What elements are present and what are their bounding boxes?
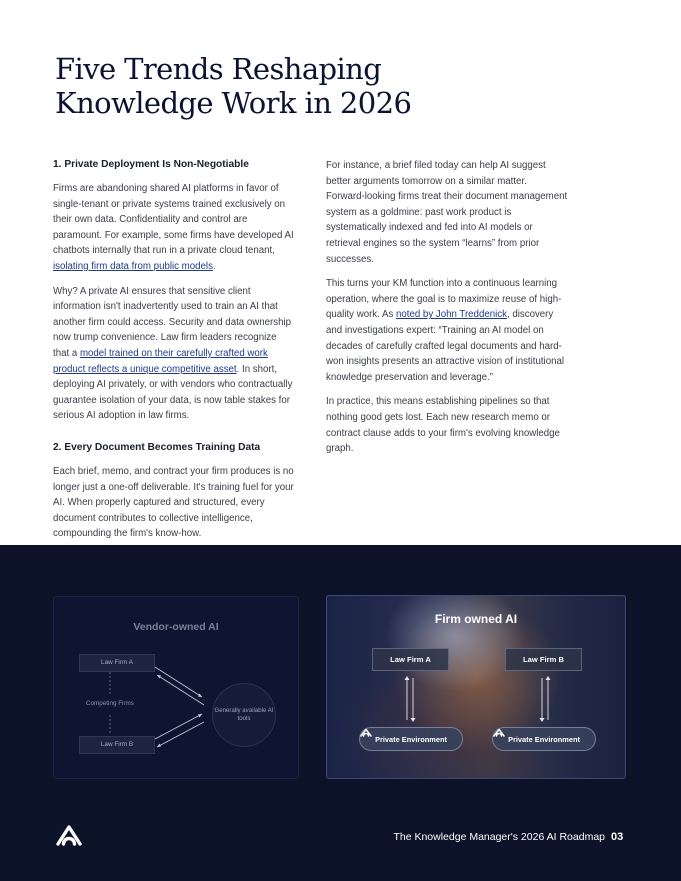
footer-title: The Knowledge Manager's 2026 AI Roadmap	[393, 831, 605, 843]
page-number: 03	[611, 831, 624, 843]
vendor-owned-diagram	[53, 596, 299, 779]
competing-firms-label: Competing Firms	[86, 700, 134, 707]
firm-owned-diagram	[326, 595, 626, 779]
section2-paragraph-1: Each brief, memo, and contract your firm produces is no longer just a one-off deliverable. It's training fuel for your AI. When properly captured and structured, every document contributes to collective intelligence, compounding the firm's know-how.	[53, 465, 294, 540]
treddenick-link[interactable]: noted by John Treddenick	[396, 309, 507, 321]
section1-heading: 1. Private Deployment Is Non-Negotiable	[53, 159, 249, 170]
firm-diagram-title: Firm owned AI	[434, 612, 518, 626]
logo-icon	[360, 728, 372, 737]
page-title: Five Trends Reshaping Knowledge Work in 2026	[55, 52, 412, 120]
private-environment-b: Private Environment	[492, 727, 596, 751]
competitive-asset-link[interactable]: model trained on their carefully crafted work product reflects a unique competitive asset	[53, 347, 268, 375]
section2-paragraph-4: In practice, this means establishing pipelines so that nothing good gets lost. Each new research memo or contract clause adds to your firm's evolving knowledge graph.	[326, 396, 560, 455]
brand-logo-icon	[55, 823, 83, 847]
vendor-law-firm-b: Law Firm B	[79, 736, 155, 754]
section2-paragraph-3: This turns your KM function into a continuous learning operation, where the goal is to maximize reuse of high-quality work. As noted by John Treddenick, discovery and investigations expert: “Training an AI model on decades of carefully crafted legal documents and hard-won insights presents an attractive vision of institutional knowledge preservation and leverage.”	[326, 278, 565, 383]
firm-law-firm-b: Law Firm B	[505, 648, 582, 671]
private-environment-a: Private Environment	[359, 727, 463, 751]
left-column	[53, 157, 295, 551]
section1-paragraph-2: Why? A private AI ensures that sensitive client information isn't inadvertently used to train an AI that another firm could access. Security and data ownership now trump convenience. Law firm leaders recognize that a model trained on their carefully crafted work product reflects a unique competitive asset. In short, deploying AI privately, or with vendors who contractually guarantee isolation of your data, is now table stakes for serious AI adoption in law firms.	[53, 285, 293, 422]
isolating-data-link[interactable]: isolating firm data from public models	[53, 260, 213, 272]
section2-paragraph-2: For instance, a brief filed today can help AI suggest better arguments tomorrow on a similar matter. Forward-looking firms treat their document management system as a goldmine: past work product is systematically indexed and fed into AI models or retrieval engines so the system “learns” from prior successes.	[326, 160, 568, 265]
vendor-law-firm-a: Law Firm A	[79, 654, 155, 672]
firm-connector-arrows	[327, 596, 626, 779]
right-column	[326, 158, 568, 466]
firm-law-firm-a: Law Firm A	[372, 648, 449, 671]
logo-icon	[493, 728, 505, 737]
vendor-diagram-title: Vendor-owned AI	[133, 621, 219, 633]
ai-tools-circle: Generally available AI tools	[212, 683, 276, 747]
section1-paragraph-1: Firms are abandoning shared AI platforms in favor of single-tenant or private systems trained exclusively on their own data. Confidentiality and control are paramount. For example, some firms have developed AI chatbots internally that run in a private cloud tenant, isolating firm data from public models.	[53, 183, 294, 272]
section2-heading: 2. Every Document Becomes Training Data	[53, 441, 261, 453]
